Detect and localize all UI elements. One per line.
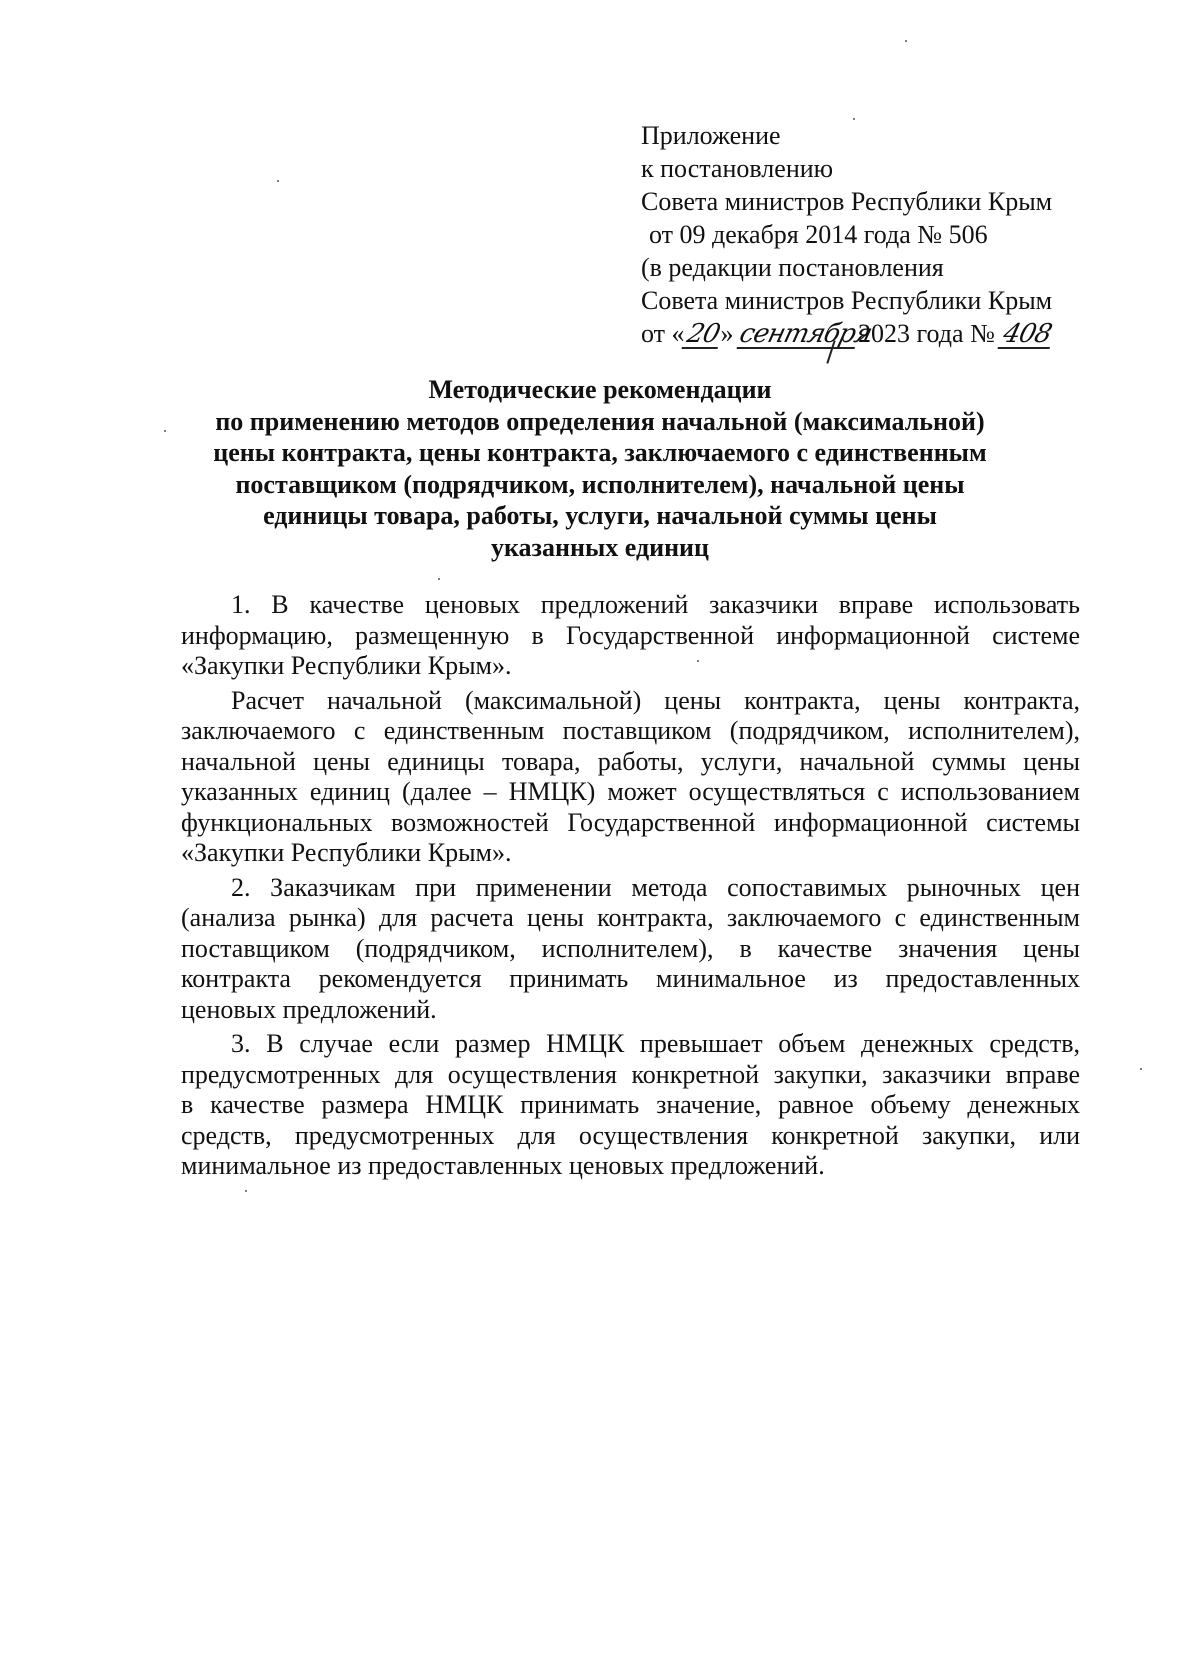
title-line: поставщиком (подрядчиком, исполнителем), начальной цены bbox=[235, 469, 965, 499]
scan-speck bbox=[1140, 1068, 1142, 1070]
handwritten-number: 408 bbox=[998, 321, 1057, 349]
date-mid: » bbox=[720, 319, 734, 348]
body-line: указанных единиц (далее – НМЦК) может осуществляться с использованием bbox=[181, 777, 1080, 806]
scan-speck bbox=[905, 40, 907, 42]
body-line: минимальное из предоставленных ценовых предложений. bbox=[181, 1151, 825, 1180]
body-line: 3. В случае если размер НМЦК превышает объем денежных средств, bbox=[231, 1029, 1080, 1058]
body-line: заключаемого с единственным поставщиком (подрядчиком, исполнителем), bbox=[181, 716, 1080, 745]
paragraph-1 bbox=[181, 590, 1080, 682]
appendix-council-2: Совета министров Республики Крым bbox=[641, 286, 1053, 315]
body-line: начальной цены единицы товара, работы, услуги, начальной суммы цены bbox=[181, 746, 1080, 776]
body-line: предусмотренных для осуществления конкретной закупки, заказчики вправе bbox=[181, 1059, 1080, 1089]
body-line: «Закупки Республики Крым». bbox=[181, 651, 512, 680]
body-line: функциональных возможностей Государственной информационной системы bbox=[181, 807, 1080, 837]
paragraph-4 bbox=[181, 1029, 1080, 1182]
body-line: «Закупки Республики Крым». bbox=[181, 838, 512, 867]
body-line: (анализа рынка) для расчета цены контракта, заключаемого с единственным bbox=[181, 903, 1080, 932]
appendix-original-date: от 09 декабря 2014 года № 506 bbox=[649, 220, 988, 249]
appendix-to-resolution: к постановлению bbox=[641, 154, 834, 183]
body-line: в качестве размера НМЦК принимать значение, равное объему денежных bbox=[181, 1090, 1080, 1119]
title-line: единицы товара, работы, услуги, начальной суммы цены bbox=[263, 501, 937, 530]
title-line: Методические рекомендации bbox=[428, 375, 772, 404]
title-line: по применению методов определения начальной (максимальной) bbox=[215, 406, 985, 436]
appendix-edition-note: (в редакции постановления bbox=[641, 253, 944, 282]
paragraph-2 bbox=[181, 686, 1080, 869]
body-line: средств, предусмотренных для осуществления конкретной закупки, или bbox=[181, 1120, 1080, 1150]
scan-speck bbox=[277, 180, 279, 182]
body-line: 2. Заказчикам при применении метода сопоставимых рыночных цен bbox=[231, 872, 1080, 902]
date-year: 2023 года № bbox=[858, 319, 995, 348]
paragraph-3 bbox=[181, 873, 1080, 1026]
scan-speck bbox=[438, 578, 440, 580]
scan-speck bbox=[245, 1190, 247, 1192]
body-line: Расчет начальной (максимальной) цены контракта, цены контракта, bbox=[231, 685, 1080, 715]
body-line: ценовых предложений. bbox=[181, 994, 437, 1024]
appendix-header bbox=[641, 119, 1101, 350]
title-line: указанных единиц bbox=[490, 532, 710, 562]
appendix-council: Совета министров Республики Крым bbox=[641, 187, 1053, 216]
appendix-label: Приложение bbox=[641, 121, 781, 150]
body-line: 1. В качестве ценовых предложений заказчики вправе использовать bbox=[231, 590, 1080, 619]
document-body bbox=[181, 590, 1080, 1186]
handwritten-day: 20 bbox=[681, 321, 724, 349]
body-line: информацию, размещенную в Государственной информационной системе bbox=[181, 620, 1080, 650]
body-line: поставщиком (подрядчиком, исполнителем), в качестве значения цены bbox=[181, 933, 1080, 963]
handwritten-month: сентября bbox=[736, 319, 875, 349]
appendix-edition-date bbox=[641, 317, 1101, 350]
title-line: цены контракта, цены контракта, заключаемого с единственным bbox=[213, 438, 987, 467]
document-title bbox=[160, 374, 1040, 563]
date-prefix: от « bbox=[641, 319, 685, 348]
body-line: контракта рекомендуется принимать минимальное из предоставленных bbox=[181, 964, 1080, 993]
